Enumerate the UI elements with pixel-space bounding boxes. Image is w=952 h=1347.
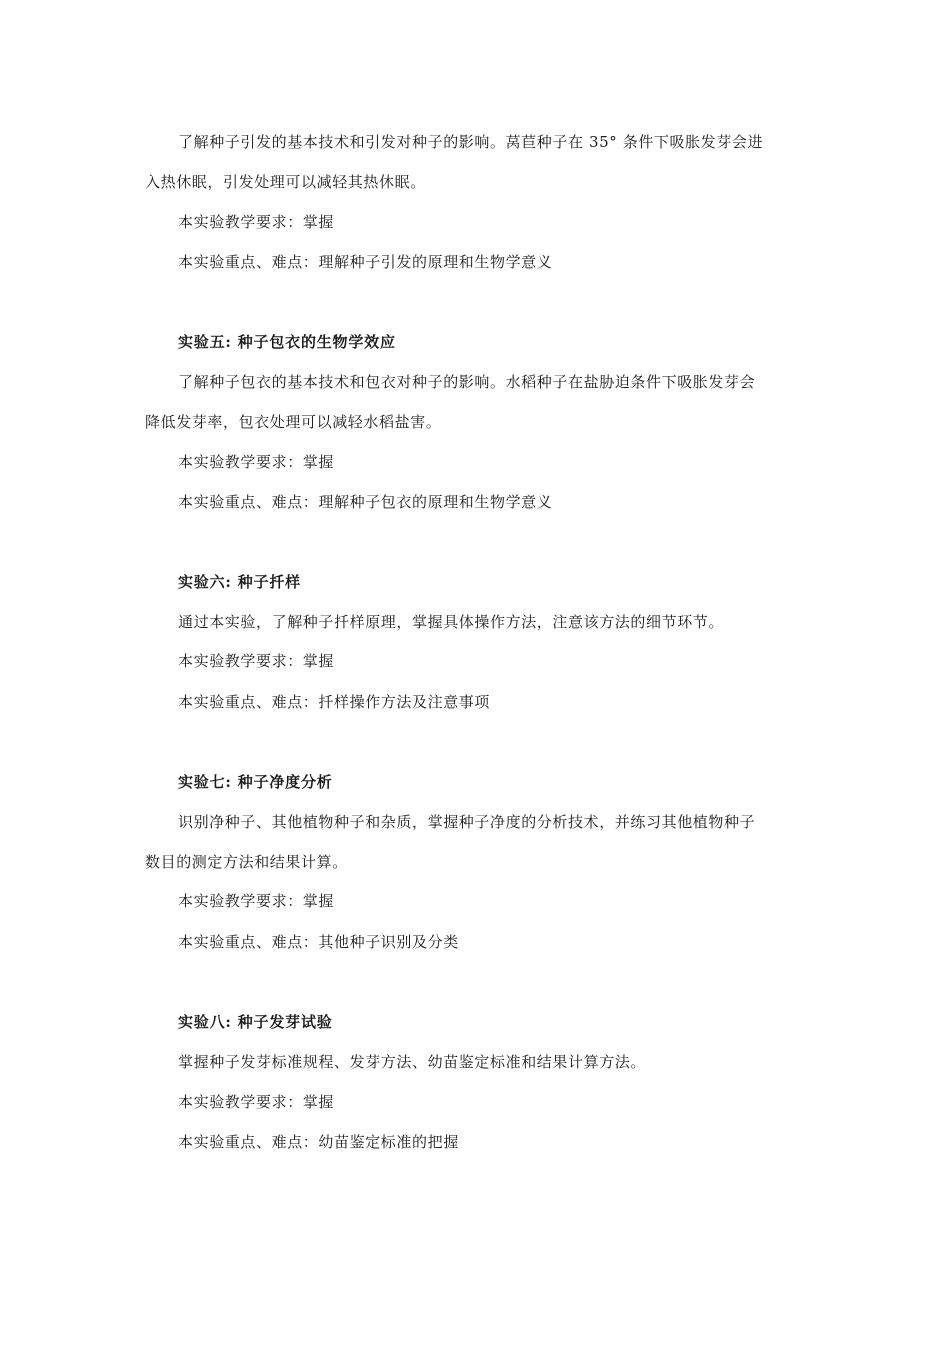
intro-paragraph-line-1: 了解种子引发的基本技术和引发对种子的影响。莴苣种子在 35° 条件下吸胀发芽会进: [178, 133, 764, 151]
intro-keypoints: 本实验重点、难点：理解种子引发的原理和生物学意义: [178, 253, 553, 271]
exp8-requirement: 本实验教学要求：掌握: [178, 1093, 335, 1111]
exp5-title: 实验五: 种子包衣的生物学效应: [178, 333, 396, 351]
exp5-paragraph-line-2: 降低发芽率，包衣处理可以减轻水稻盐害。: [145, 413, 442, 431]
intro-requirement: 本实验教学要求：掌握: [178, 213, 335, 231]
exp6-paragraph-line-1: 通过本实验，了解种子扦样原理，掌握具体操作方法，注意该方法的细节环节。: [178, 613, 725, 631]
exp5-paragraph-line-1: 了解种子包衣的基本技术和包衣对种子的影响。水稻种子在盐胁迫条件下吸胀发芽会: [178, 373, 756, 391]
exp7-title: 实验七: 种子净度分析: [178, 773, 333, 791]
exp7-paragraph-line-2: 数目的测定方法和结果计算。: [145, 853, 348, 871]
exp6-requirement: 本实验教学要求：掌握: [178, 652, 335, 670]
exp6-keypoints: 本实验重点、难点：扦样操作方法及注意事项: [178, 693, 491, 711]
exp7-requirement: 本实验教学要求：掌握: [178, 892, 335, 910]
exp7-paragraph-line-1: 识别净种子、其他植物种子和杂质，掌握种子净度的分析技术，并练习其他植物种子: [178, 813, 756, 831]
exp8-keypoints: 本实验重点、难点：幼苗鉴定标准的把握: [178, 1133, 459, 1151]
exp7-keypoints: 本实验重点、难点：其他种子识别及分类: [178, 933, 459, 951]
exp6-title: 实验六: 种子扦样: [178, 573, 301, 591]
intro-paragraph-line-2: 入热休眠，引发处理可以减轻其热休眠。: [145, 173, 426, 191]
exp5-requirement: 本实验教学要求：掌握: [178, 453, 335, 471]
exp8-paragraph-line-1: 掌握种子发芽标准规程、发芽方法、幼苗鉴定标准和结果计算方法。: [178, 1053, 647, 1071]
exp8-title: 实验八: 种子发芽试验: [178, 1013, 333, 1031]
exp5-keypoints: 本实验重点、难点：理解种子包衣的原理和生物学意义: [178, 493, 553, 511]
